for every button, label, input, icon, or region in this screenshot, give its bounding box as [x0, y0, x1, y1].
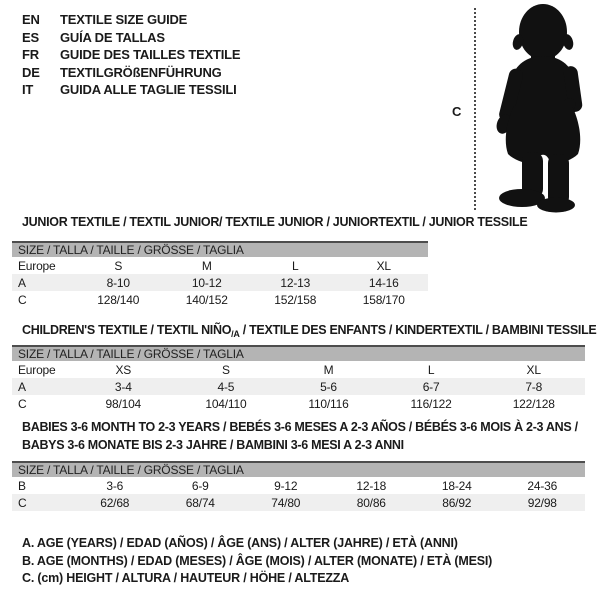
babies-table-title-line1: BABIES 3-6 MONTH TO 2-3 YEARS / BEBÉS 3-6 MESES A 2-3 AÑOS / BÉBÉS 3-6 MOIS À 2-3 ANS /	[22, 420, 578, 434]
table-cell: 10-12	[163, 274, 252, 291]
table-row-age	[12, 274, 428, 291]
table-cell: 12-18	[356, 478, 387, 493]
lang-row-es	[22, 29, 240, 47]
junior-size-table	[12, 241, 428, 308]
lang-title: TEXTILGRÖßENFÜHRUNG	[60, 64, 222, 80]
height-measure-label: C	[452, 104, 462, 119]
table-cell: M	[323, 362, 334, 377]
babies-table-title-line2: BABYS 3-6 MONATE BIS 2-3 JAHRE / BAMBINI 3-6 MESI A 2-3 ANNI	[22, 438, 404, 452]
table-row-months	[12, 477, 585, 494]
row-label: B	[18, 478, 26, 493]
table-cell: 8-10	[74, 274, 163, 291]
junior-table-title: JUNIOR TEXTILE / TEXTIL JUNIOR/ TEXTILE JUNIOR / JUNIORTEXTIL / JUNIOR TESSILE	[22, 215, 528, 229]
footnote-age-years: A. AGE (YEARS) / EDAD (AÑOS) / ÂGE (ANS) / ALTER (JAHRE) / ETÀ (ANNI)	[22, 536, 458, 550]
lang-row-fr	[22, 46, 240, 64]
table-row-height	[12, 494, 585, 511]
table-cell: 74/80	[243, 494, 329, 511]
table-cell: 122/128	[512, 396, 555, 411]
table-cell: 9-12	[274, 478, 298, 493]
footnote-height-cm: C. (cm) HEIGHT / ALTURA / HAUTEUR / HÖHE / ALTEZZA	[22, 571, 350, 585]
table-cell: 128/140	[97, 292, 140, 307]
lang-title: GUIDA ALLE TAGLIE TESSILI	[60, 82, 237, 98]
row-label: C	[18, 292, 27, 307]
size-header-row	[12, 242, 428, 257]
table-cell: 4-5	[175, 378, 278, 395]
table-cell: 5-6	[277, 378, 380, 395]
table-cell: XL	[526, 362, 541, 377]
table-cell: 6-7	[380, 378, 483, 395]
table-cell: L	[427, 362, 435, 377]
table-cell: S	[114, 258, 123, 273]
table-cell: 92/98	[500, 494, 586, 511]
babies-size-table	[12, 461, 585, 511]
row-label: Europe	[18, 258, 56, 273]
lang-title: TEXTILE SIZE GUIDE	[60, 12, 188, 28]
table-cell: 110/116	[308, 396, 349, 411]
table-row-height	[12, 395, 585, 412]
children-title-pre: CHILDREN'S TEXTILE / TEXTIL NIÑO	[22, 323, 232, 337]
table-cell: 98/104	[105, 396, 142, 411]
table-cell: 80/86	[329, 494, 415, 511]
size-header-label: SIZE / TALLA / TAILLE / GRÖSSE / TAGLIA	[12, 346, 585, 361]
size-header-row	[12, 462, 585, 477]
lang-row-de	[22, 64, 240, 82]
row-label: C	[12, 494, 72, 511]
table-cell: 140/152	[185, 292, 228, 307]
size-header-label: SIZE / TALLA / TAILLE / GRÖSSE / TAGLIA	[12, 462, 585, 477]
table-cell: 86/92	[414, 494, 500, 511]
row-label: Europe	[18, 362, 56, 377]
table-cell: 116/122	[410, 396, 452, 411]
table-cell: XS	[115, 362, 132, 377]
size-header-label: SIZE / TALLA / TAILLE / GRÖSSE / TAGLIA	[12, 242, 428, 257]
lang-code: IT	[22, 82, 34, 98]
table-cell: 104/110	[205, 396, 247, 411]
table-row-height	[12, 291, 428, 308]
table-row-europe	[12, 257, 428, 274]
lang-row-en	[22, 11, 240, 29]
children-title-subscript: /A	[231, 329, 240, 339]
table-cell: 62/68	[72, 494, 158, 511]
row-label: C	[18, 396, 27, 411]
table-cell: 6-9	[191, 478, 209, 493]
footnote-age-months: B. AGE (MONTHS) / EDAD (MESES) / ÂGE (MOIS) / ALTER (MONATE) / ETÀ (MESI)	[22, 553, 493, 568]
table-cell: 158/170	[362, 292, 405, 307]
table-row-age	[12, 378, 585, 395]
table-cell: XL	[376, 258, 391, 273]
language-title-list	[22, 11, 240, 99]
height-dotted-line	[474, 8, 476, 210]
lang-title: GUÍA DE TALLAS	[60, 29, 165, 45]
children-title-post: / TEXTILE DES ENFANTS / KINDERTEXTIL / BAMBINI TESSILE	[239, 323, 597, 337]
table-cell: 14-16	[340, 274, 429, 291]
lang-code: ES	[22, 29, 39, 45]
table-cell: 12-13	[251, 274, 340, 291]
footnote-legend	[22, 536, 492, 589]
table-cell: M	[201, 258, 212, 273]
lang-code: EN	[22, 12, 40, 28]
row-label: A	[12, 378, 72, 395]
lang-code: FR	[22, 47, 39, 63]
size-header-row	[12, 346, 585, 361]
table-cell: 18-24	[441, 478, 472, 493]
table-cell: 68/74	[158, 494, 244, 511]
row-label: A	[12, 274, 74, 291]
table-cell: 24-36	[527, 478, 558, 493]
toddler-silhouette	[486, 2, 594, 214]
table-cell: 152/158	[274, 292, 317, 307]
table-cell: 3-6	[106, 478, 124, 493]
table-cell: 7-8	[482, 378, 585, 395]
table-cell: L	[292, 258, 299, 273]
children-table-title	[22, 323, 596, 337]
children-size-table	[12, 345, 585, 412]
lang-title: GUIDE DES TAILLES TEXTILE	[60, 47, 241, 63]
lang-row-it	[22, 81, 240, 99]
lang-code: DE	[22, 64, 40, 80]
table-cell: S	[221, 362, 230, 377]
table-row-europe	[12, 361, 585, 378]
table-cell: 3-4	[72, 378, 175, 395]
